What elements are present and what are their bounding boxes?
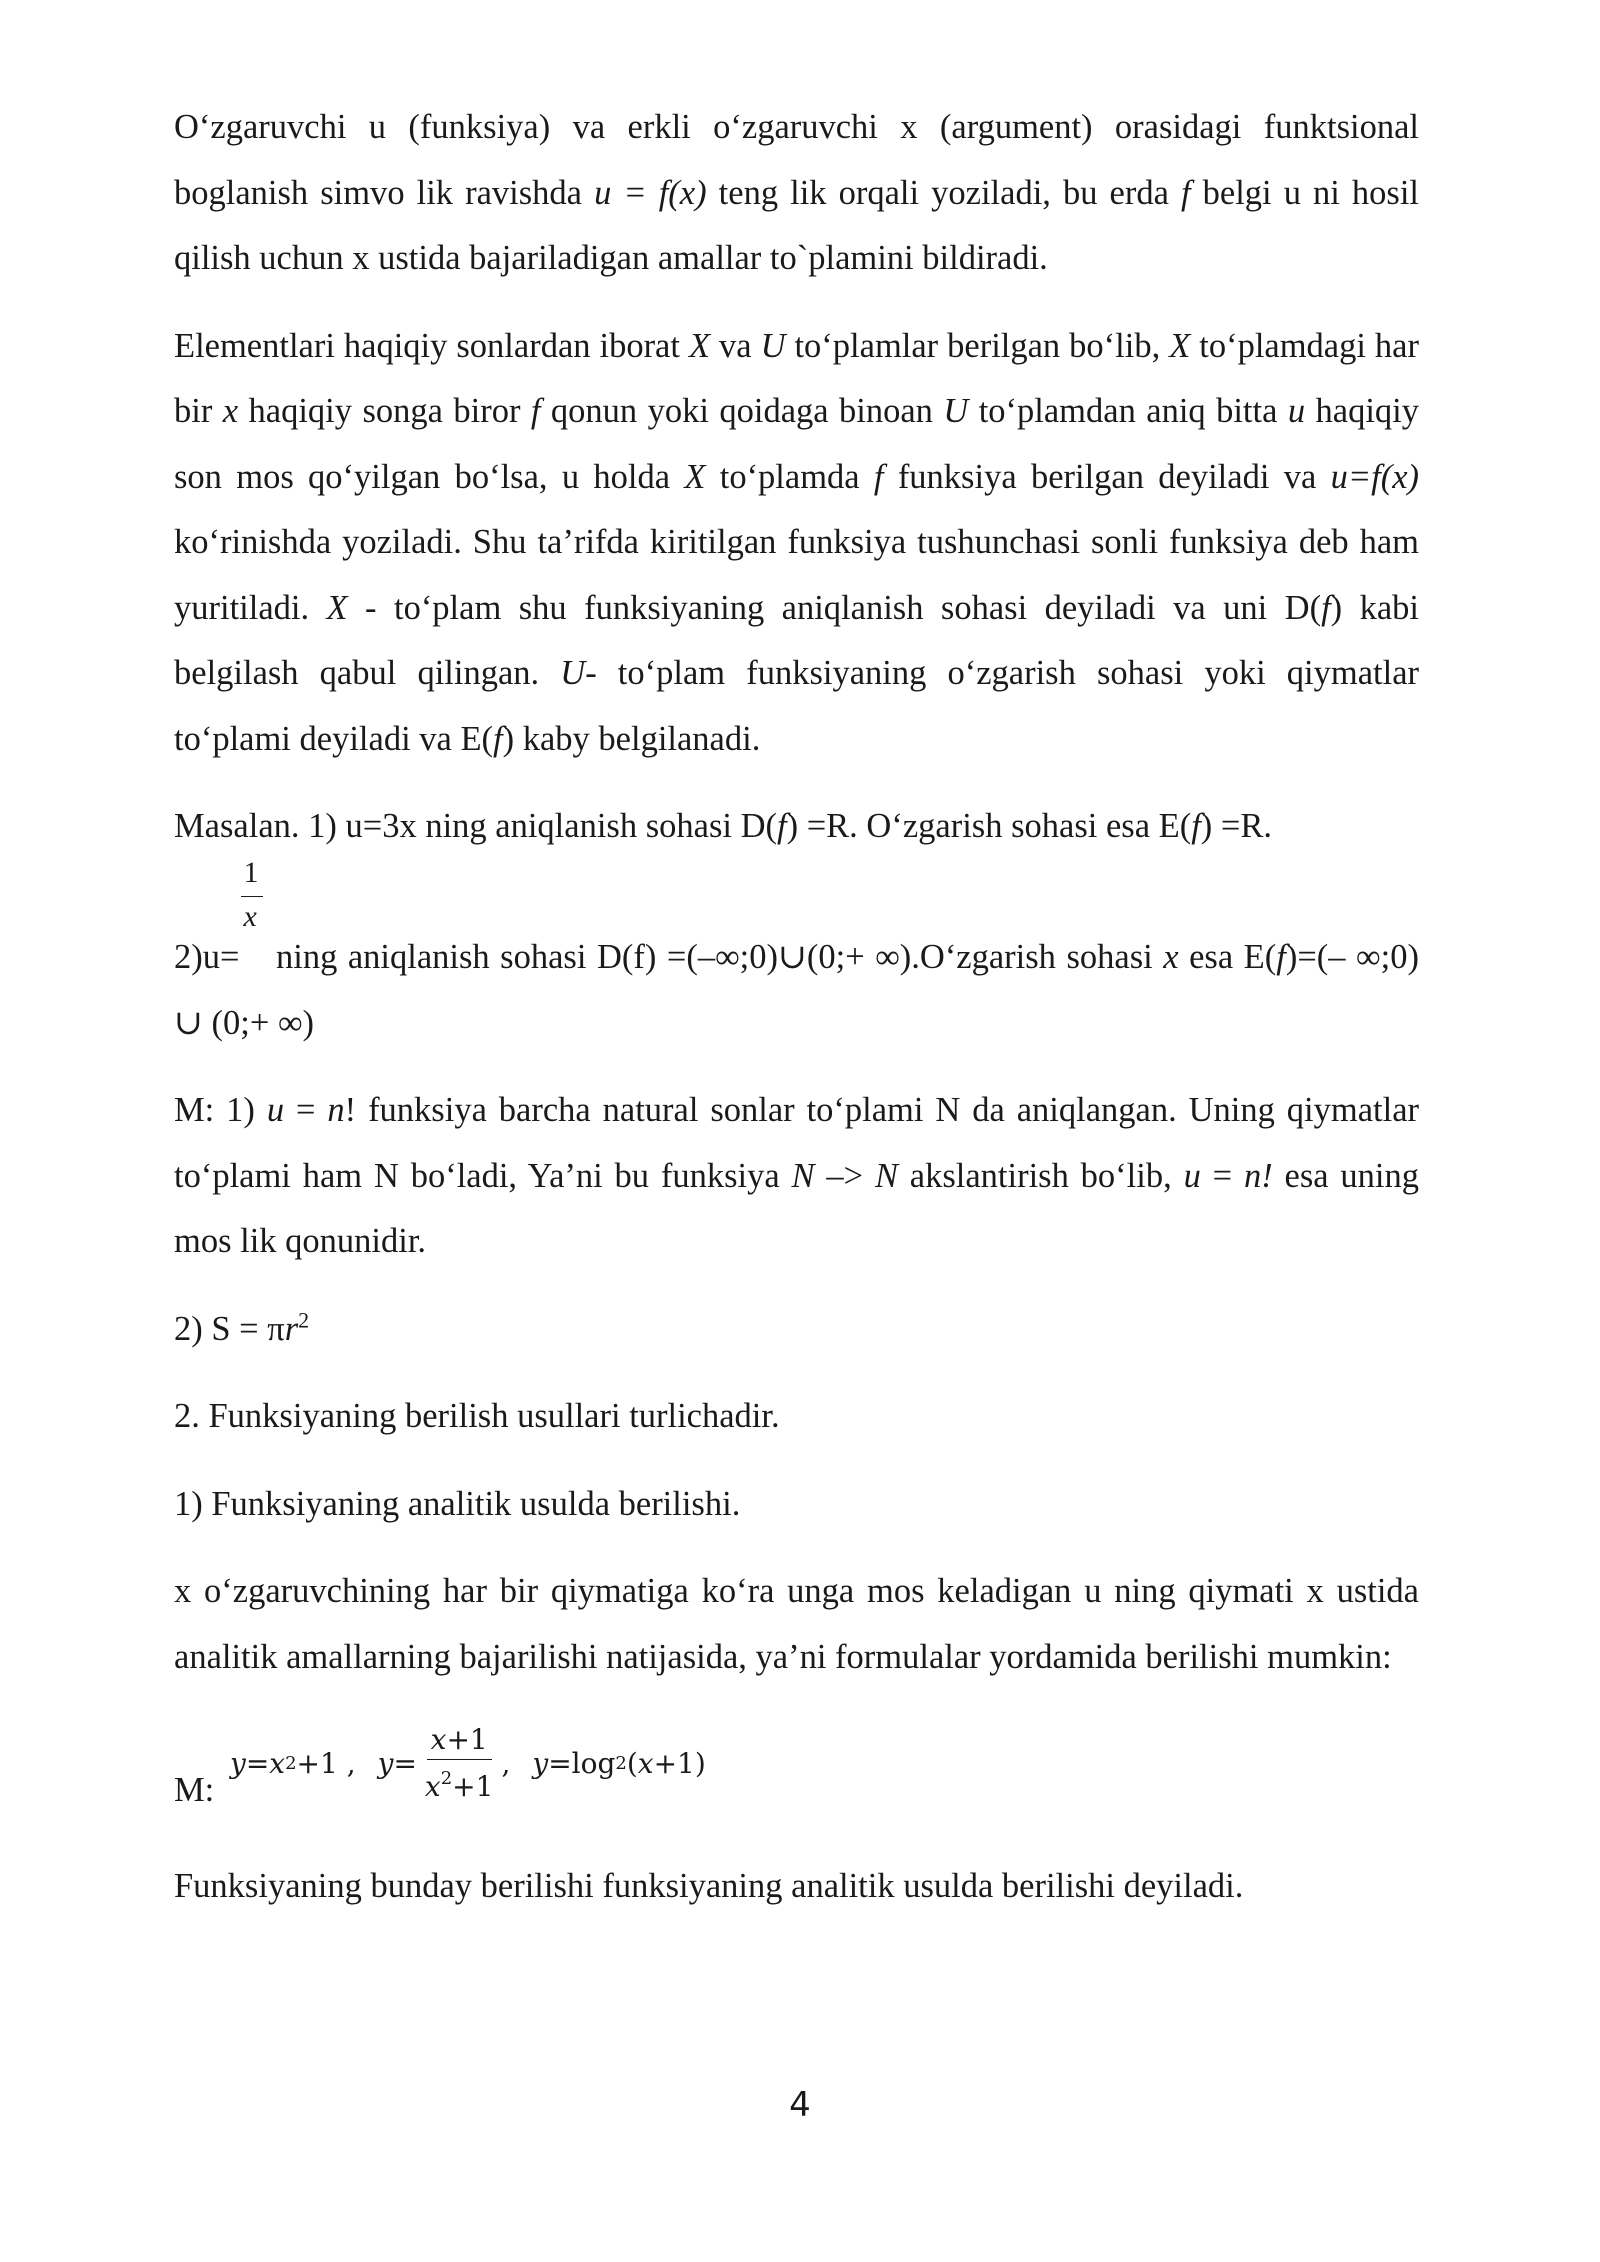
formula-logarithm: y =log 2 ( x +1) — [532, 1746, 706, 1780]
paragraph-function-definition: Elementlari haqiqiy sonlardan iborat X va U to‘plamlar berilgan bo‘lib, X to‘plamdagi har bir x haqiqiy songa biror f qonun yoki qoidaga binoan U to‘plamdan aniq bitta u haqiqiy son mos qo‘yilgan bo‘lsa, u holda X to‘plamda f funksiya berilgan deyiladi va u=f(x) ko‘rinishda yoziladi. Shu ta’rifda kiritilgan funksiya tushunchasi sonli funksiya deb ham yuritiladi. X - to‘plam shu funksiyaning aniqlanish sohasi deyiladi va uni D(f) kabi belgilash qabul qilingan. U- to‘plam funksiyaning o‘zgarish sohasi yoki qiymatlar to‘plami deyiladi va E(f) kaby belgilanadi. — [174, 326, 1420, 758]
paragraph-definition-intro: O‘zgaruvchi u (funksiya) va erkli o‘zgaruvchi x (argument) orasidagi funktsional boglanish simvo lik ravishda u = f(x) teng lik orqali yoziladi, bu erda f belgi u ni hosil qilish uchun x ustida bajariladigan amallar to`plamini bildiradi. — [174, 108, 1420, 277]
formula-quadratic: y = x 2 +1 , — [230, 1746, 356, 1780]
paragraph-analytic-heading: 1) Funksiyaning analitik usulda berilishi. — [174, 1484, 741, 1523]
one-over-x-fraction: $\frac{1}{x}$ — [239, 934, 265, 968]
paragraph-methods-heading: 2. Funksiyaning berilish usullari turlichadir. — [174, 1397, 780, 1435]
page-number: 4 — [789, 2085, 811, 2125]
formula-rational: y = x+1 $x^2+1$ , — [377, 1722, 511, 1803]
formula-label: M: — [174, 1771, 215, 1809]
paragraph-analytic-conclusion: Funksiyaning bunday berilishi funksiyaning analitik usulda berilishi deyiladi. — [174, 1867, 1244, 1905]
paragraph-examples-domain: Masalan. 1) u=3x ning aniqlanish sohasi D(f) =R. O‘zgarish sohasi esa E(f) =R. 2)u= $\frac{1}{x}$ ning aniqlanish sohasi D(f) =(–∞;0)∪(0;+ ∞).O‘zgarish sohasi x esa E(f)=(– ∞;0) ∪ (0;+ ∞) — [174, 807, 1419, 1042]
paragraph-circle-area: 2) $S = \pi r^2$ — [174, 1307, 310, 1348]
formula-examples — [174, 1712, 1419, 1832]
paragraph-analytic-description: x o‘zgaruvchining har bir qiymatiga ko‘ra unga mos keladigan u ning qiymati x ustida analitik amallarning bajarilishi natijasida, ya’ni formulalar yordamida berilishi mumkin: — [174, 1572, 1419, 1676]
document-page — [174, 95, 1419, 1942]
paragraph-factorial-example: M: 1) u = n! funksiya barcha natural sonlar to‘plami N da aniqlangan. Uning qiymatlar to‘plami ham N bo‘ladi, Ya’ni bu funksiya N –> N akslantirish bo‘lib, u = n! esa uning mos lik qonunidir. — [174, 1091, 1420, 1260]
formula-row — [230, 1720, 706, 1806]
